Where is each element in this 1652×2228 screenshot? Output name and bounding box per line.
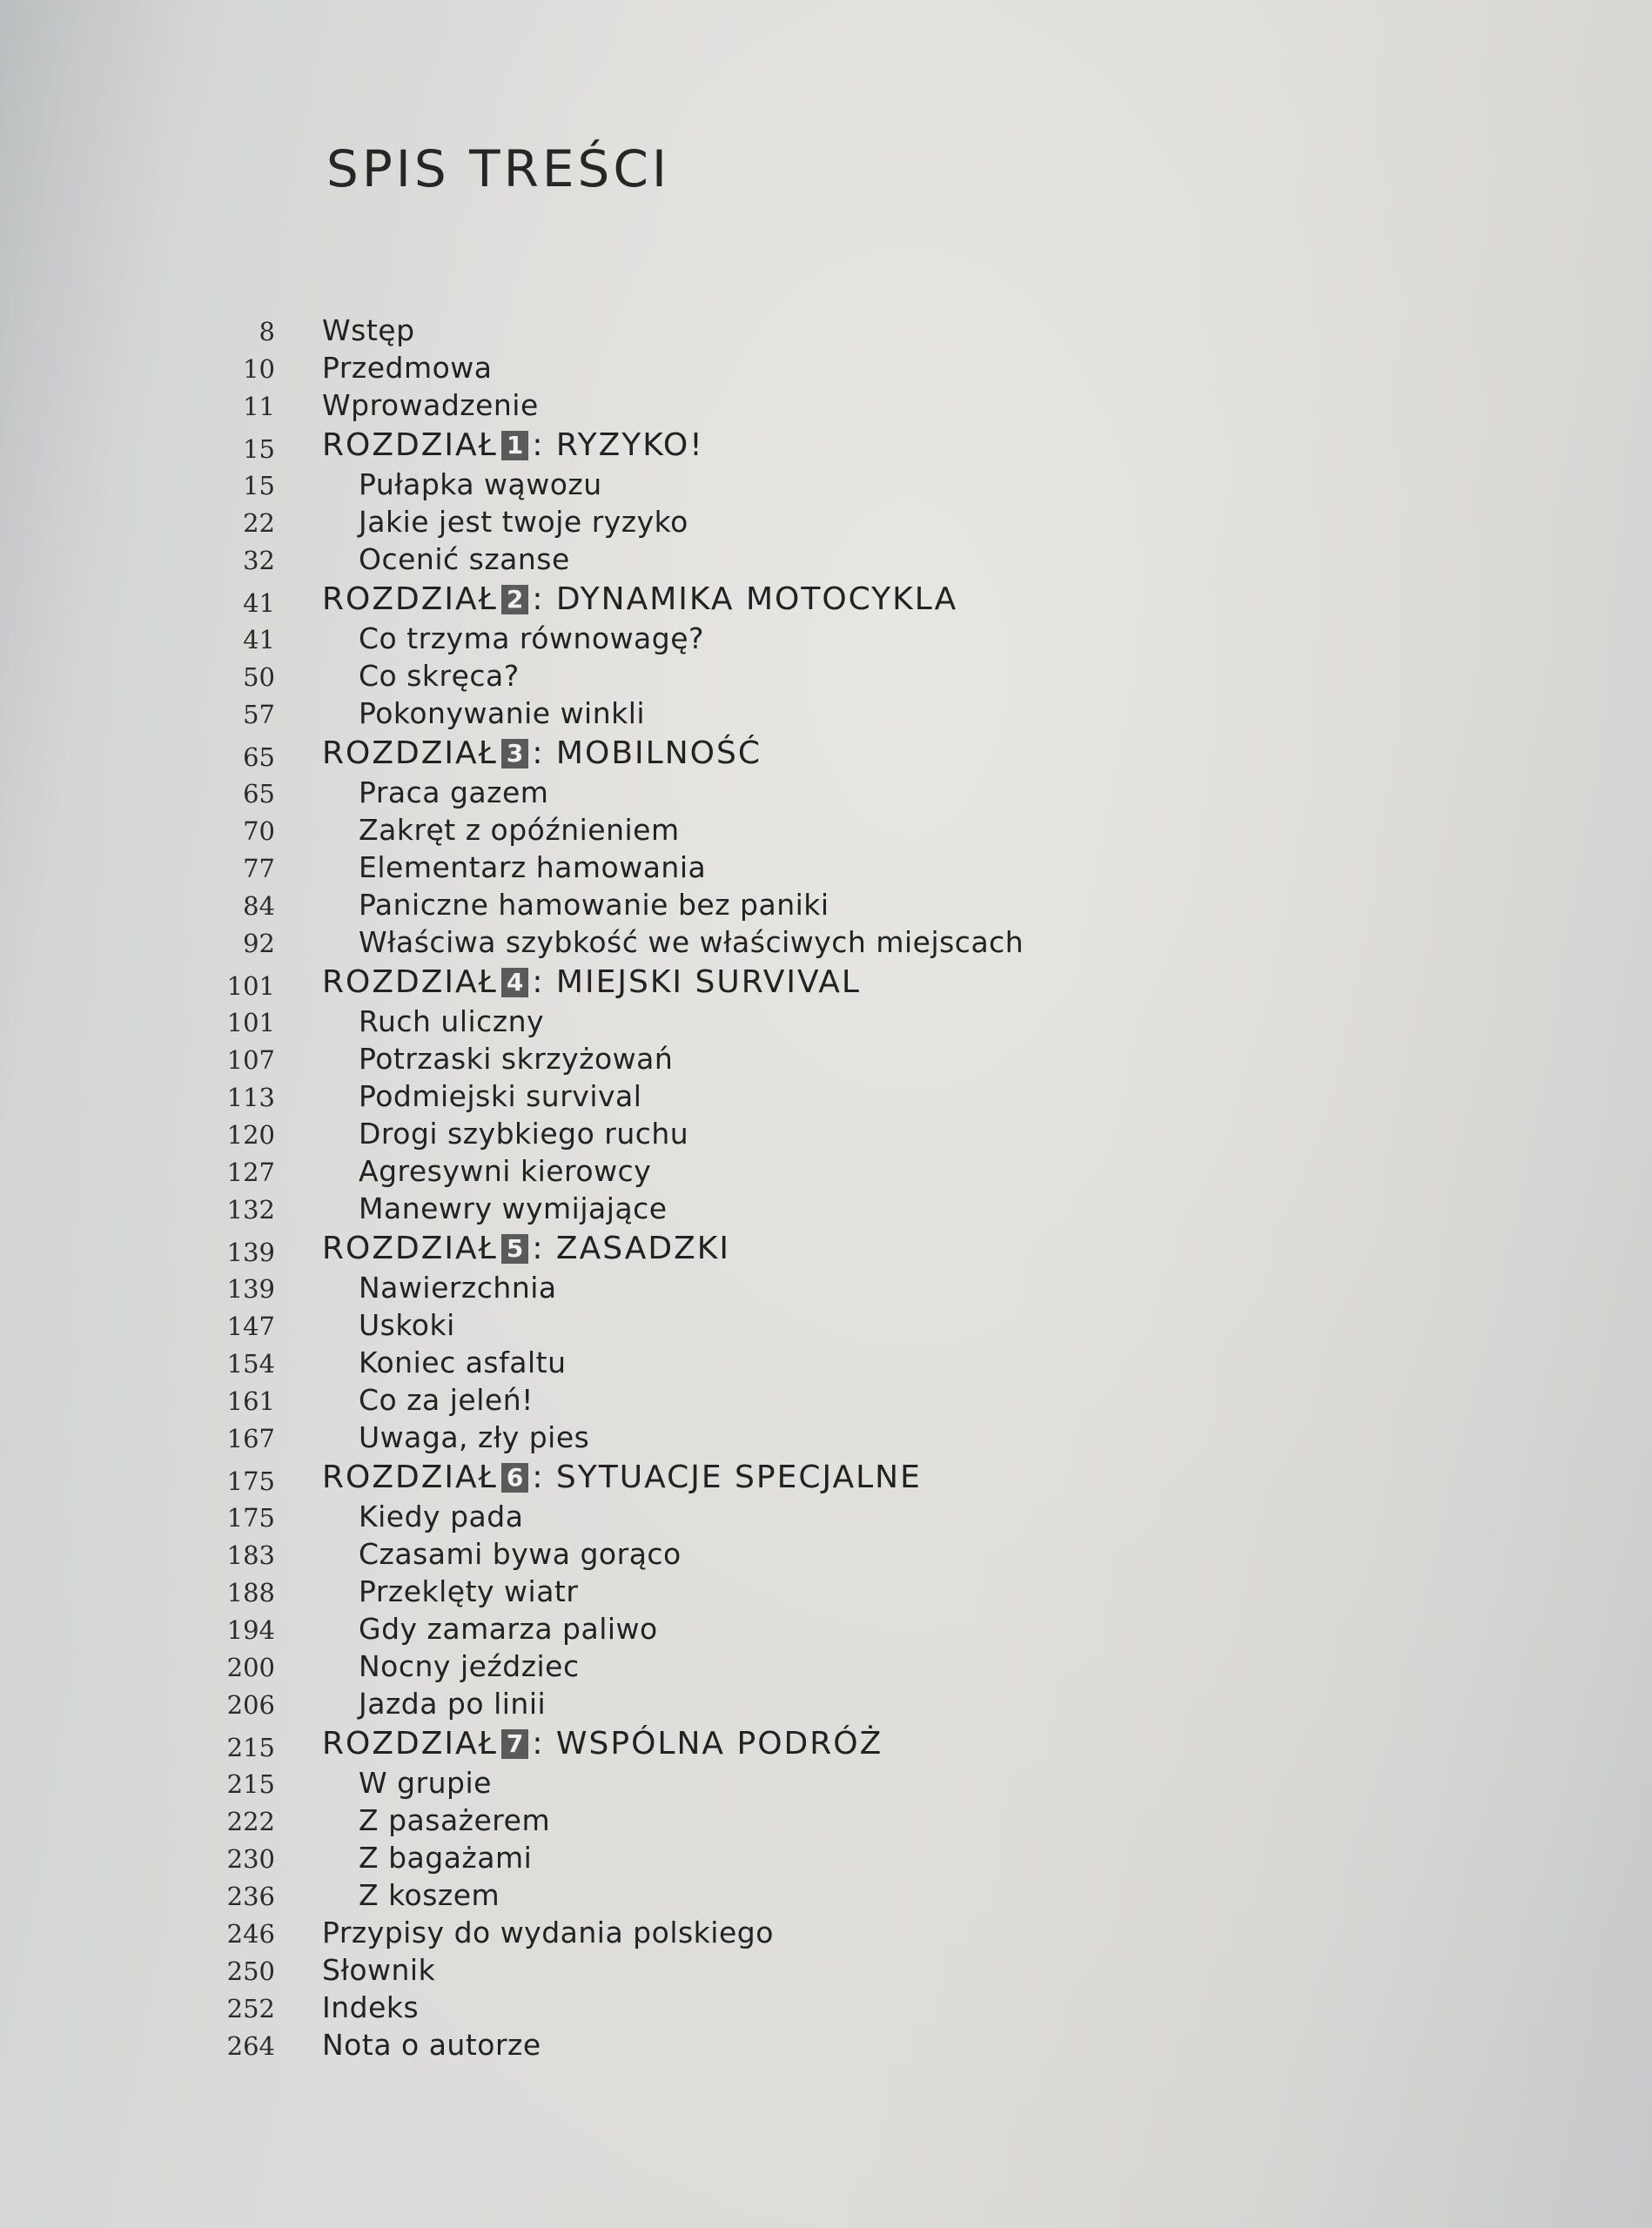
- toc-entry-title: Z koszem: [359, 1878, 500, 1912]
- toc-page-number: 252: [226, 1994, 275, 2023]
- toc-entry-row: [0, 1079, 1652, 1117]
- toc-entry-row: [0, 888, 1652, 925]
- toc-entry-title: W grupie: [359, 1766, 492, 1800]
- toc-page-number: 70: [243, 816, 275, 846]
- toc-entry-row: [0, 1687, 1652, 1724]
- toc-entry-row: [0, 1841, 1652, 1878]
- toc-page-number: 92: [243, 929, 275, 958]
- toc-page-number: 32: [243, 546, 275, 575]
- toc-entry-row: [0, 2028, 1652, 2065]
- toc-entry-title: Pokonywanie winkli: [359, 696, 646, 730]
- toc-page-number: 188: [226, 1578, 275, 1607]
- chapter-name: : ZASADZKI: [532, 1231, 730, 1266]
- chapter-number-badge: 6: [501, 1463, 528, 1493]
- chapter-number-badge: 7: [501, 1729, 528, 1759]
- chapter-label: ROZDZIAŁ: [322, 1460, 498, 1495]
- toc-entry-title: Przeklęty wiatr: [359, 1574, 579, 1608]
- toc-page-number: 246: [226, 1919, 275, 1949]
- toc-page-number: 154: [226, 1349, 275, 1379]
- toc-entry-title: Manewry wymijające: [359, 1191, 668, 1225]
- toc-entry-row: [0, 505, 1652, 542]
- toc-entry-title: Koniec asfaltu: [359, 1346, 567, 1379]
- toc-page-number: 15: [243, 434, 275, 464]
- chapter-label: ROZDZIAŁ: [322, 427, 498, 463]
- toc-entry-row: [0, 467, 1652, 505]
- toc-page-number: 183: [226, 1540, 275, 1570]
- toc-chapter-row: [0, 1724, 1652, 1766]
- toc-entry-title: Ruch uliczny: [359, 1004, 545, 1038]
- chapter-name: : SYTUACJE SPECJALNE: [532, 1460, 922, 1495]
- chapter-label: ROZDZIAŁ: [322, 1726, 498, 1762]
- chapter-number-badge: 4: [501, 968, 528, 997]
- toc-entry-title: Elementarz hamowania: [359, 850, 707, 884]
- toc-page-number: 15: [243, 471, 275, 500]
- toc-page-number: 120: [226, 1120, 275, 1150]
- toc-entry-title: Potrzaski skrzyżowań: [359, 1042, 674, 1076]
- toc-page-number: 11: [243, 392, 275, 421]
- toc-entry-row: [0, 1500, 1652, 1537]
- show-through-text: [964, 122, 1591, 171]
- toc-entry-row: [0, 621, 1652, 659]
- toc-page-number: 41: [243, 625, 275, 654]
- toc-page-number: 139: [226, 1238, 275, 1267]
- toc-entry-title: Jazda po linii: [359, 1687, 547, 1721]
- chapter-label: ROZDZIAŁ: [322, 735, 498, 771]
- toc-page-number: 139: [226, 1274, 275, 1304]
- toc-entry-row: [0, 1117, 1652, 1154]
- toc-entry-title: Uwaga, zły pies: [359, 1420, 590, 1454]
- toc-entry-title: Właściwa szybkość we właściwych miejscach: [359, 925, 1024, 959]
- toc-entry-row: [0, 1346, 1652, 1383]
- toc-entry-row: [0, 1308, 1652, 1346]
- toc-entry-row: [0, 1004, 1652, 1042]
- toc-page-number: 41: [243, 588, 275, 618]
- toc-entry-title: Kiedy pada: [359, 1500, 524, 1533]
- toc-entry-title: Pułapka wąwozu: [359, 467, 602, 501]
- toc-entry-title: Indeks: [322, 1990, 420, 2024]
- toc-entry-title: Praca gazem: [359, 775, 549, 809]
- toc-entry-row: [0, 1612, 1652, 1649]
- chapter-name: : DYNAMIKA MOTOCYKLA: [532, 581, 958, 617]
- toc-page-number: 161: [226, 1386, 275, 1416]
- toc-entry-title: Czasami bywa gorąco: [359, 1537, 682, 1571]
- toc-page-number: 77: [243, 854, 275, 883]
- toc-chapter-title: [322, 581, 957, 617]
- toc-entry-title: Słownik: [322, 1953, 436, 1987]
- toc-entry-row: [0, 1649, 1652, 1687]
- toc-entry-title: Z pasażerem: [359, 1803, 551, 1837]
- toc-entry-row: [0, 1574, 1652, 1612]
- toc-page-number: 101: [226, 1008, 275, 1037]
- toc-page-number: 107: [226, 1045, 275, 1075]
- toc-page-number: 84: [243, 891, 275, 921]
- toc-entry-row: [0, 775, 1652, 813]
- toc-entry-title: Drogi szybkiego ruchu: [359, 1117, 689, 1151]
- toc-entry-row: [0, 1878, 1652, 1916]
- toc-chapter-title: [322, 964, 861, 1000]
- toc-chapter-title: [322, 1726, 883, 1762]
- toc-entry-row: [0, 388, 1652, 426]
- toc-entry-title: Uskoki: [359, 1308, 455, 1342]
- toc-entry-row: [0, 351, 1652, 388]
- toc-page-number: 215: [226, 1733, 275, 1762]
- toc-entry-title: Nawierzchnia: [359, 1271, 557, 1305]
- toc-chapter-row: [0, 1229, 1652, 1271]
- toc-entry-row: [0, 813, 1652, 850]
- chapter-label: ROZDZIAŁ: [322, 964, 498, 1000]
- toc-entry-title: Wstęp: [322, 313, 415, 347]
- chapter-label: ROZDZIAŁ: [322, 1231, 498, 1266]
- toc-page-number: 22: [243, 508, 275, 538]
- toc-entry-row: [0, 1916, 1652, 1953]
- toc-page-number: 147: [226, 1312, 275, 1341]
- toc-entry-row: [0, 1953, 1652, 1990]
- toc-entry-row: [0, 696, 1652, 734]
- toc-entry-row: [0, 313, 1652, 351]
- chapter-name: : RYZYKO!: [532, 427, 704, 463]
- toc-entry-row: [0, 1990, 1652, 2028]
- toc-chapter-row: [0, 963, 1652, 1004]
- toc-entry-title: Co za jeleń!: [359, 1383, 534, 1417]
- toc-page-number: 264: [226, 2031, 275, 2061]
- toc-entry-title: Paniczne hamowanie bez paniki: [359, 888, 829, 922]
- toc-page-number: 65: [243, 779, 275, 809]
- chapter-name: : MOBILNOŚĆ: [532, 735, 762, 771]
- toc-chapter-row: [0, 426, 1652, 467]
- toc-page-number: 175: [226, 1466, 275, 1496]
- toc-entry-title: Zakręt z opóźnieniem: [359, 813, 680, 847]
- toc-page-number: 8: [259, 317, 275, 346]
- chapter-label: ROZDZIAŁ: [322, 581, 498, 617]
- toc-page-number: 132: [226, 1195, 275, 1225]
- chapter-number-badge: 2: [501, 585, 528, 614]
- page-title: SPIS TREŚCI: [326, 139, 670, 198]
- toc-page-number: 65: [243, 742, 275, 772]
- toc-entry-row: [0, 1042, 1652, 1079]
- toc-entry-row: [0, 850, 1652, 888]
- toc-page-number: 206: [226, 1690, 275, 1720]
- toc-page-number: 175: [226, 1503, 275, 1533]
- toc-entry-title: Jakie jest twoje ryzyko: [359, 505, 688, 539]
- toc-entry-title: Ocenić szanse: [359, 542, 570, 576]
- toc-entry-row: [0, 1271, 1652, 1308]
- toc-entry-row: [0, 1420, 1652, 1458]
- toc-chapter-title: [322, 735, 762, 771]
- toc-entry-title: Co trzyma równowagę?: [359, 621, 705, 655]
- toc-entry-row: [0, 925, 1652, 963]
- toc-page-number: 113: [226, 1083, 275, 1112]
- toc-entry-row: [0, 1191, 1652, 1229]
- toc-chapter-title: [322, 427, 704, 463]
- toc-entry-row: [0, 1537, 1652, 1574]
- toc-entry-title: Agresywni kierowcy: [359, 1154, 652, 1188]
- toc-entry-row: [0, 1383, 1652, 1420]
- toc-entry-title: Wprowadzenie: [322, 388, 539, 422]
- toc-page-number: 222: [226, 1807, 275, 1836]
- chapter-number-badge: 5: [501, 1234, 528, 1264]
- toc-page-number: 250: [226, 1956, 275, 1986]
- toc-entry-row: [0, 542, 1652, 580]
- chapter-name: : MIEJSKI SURVIVAL: [532, 964, 861, 1000]
- toc-entry-title: Podmiejski survival: [359, 1079, 642, 1113]
- toc-page-number: 101: [226, 971, 275, 1001]
- toc-page-number: 57: [243, 700, 275, 729]
- toc-entry-row: [0, 1766, 1652, 1803]
- toc-entry-title: Nota o autorze: [322, 2028, 541, 2062]
- toc-chapter-title: [322, 1460, 922, 1495]
- toc-entry-title: Gdy zamarza paliwo: [359, 1612, 658, 1646]
- toc-page-number: 215: [226, 1769, 275, 1799]
- toc-entry-title: Nocny jeździec: [359, 1649, 580, 1683]
- toc-page-number: 50: [243, 662, 275, 692]
- toc-entry-title: Przypisy do wydania polskiego: [322, 1916, 774, 1950]
- toc-page-number: 194: [226, 1615, 275, 1645]
- toc-entry-row: [0, 1154, 1652, 1191]
- toc-page-number: 230: [226, 1844, 275, 1874]
- toc-page-number: 200: [226, 1653, 275, 1682]
- toc-chapter-title: [322, 1231, 730, 1266]
- toc-entry-title: Przedmowa: [322, 351, 493, 385]
- toc-entry-title: Co skręca?: [359, 659, 520, 693]
- table-of-contents: [0, 313, 1652, 2065]
- toc-entry-title: Z bagażami: [359, 1841, 533, 1875]
- toc-entry-row: [0, 659, 1652, 696]
- chapter-number-badge: 3: [501, 739, 528, 768]
- chapter-number-badge: 1: [501, 431, 528, 460]
- toc-entry-row: [0, 1803, 1652, 1841]
- toc-page-number: 167: [226, 1424, 275, 1453]
- toc-page-number: 10: [243, 354, 275, 384]
- toc-chapter-row: [0, 734, 1652, 775]
- chapter-name: : WSPÓLNA PODRÓŻ: [532, 1726, 883, 1762]
- toc-page-number: 236: [226, 1882, 275, 1911]
- toc-chapter-row: [0, 1458, 1652, 1500]
- toc-chapter-row: [0, 580, 1652, 621]
- toc-page-number: 127: [226, 1158, 275, 1187]
